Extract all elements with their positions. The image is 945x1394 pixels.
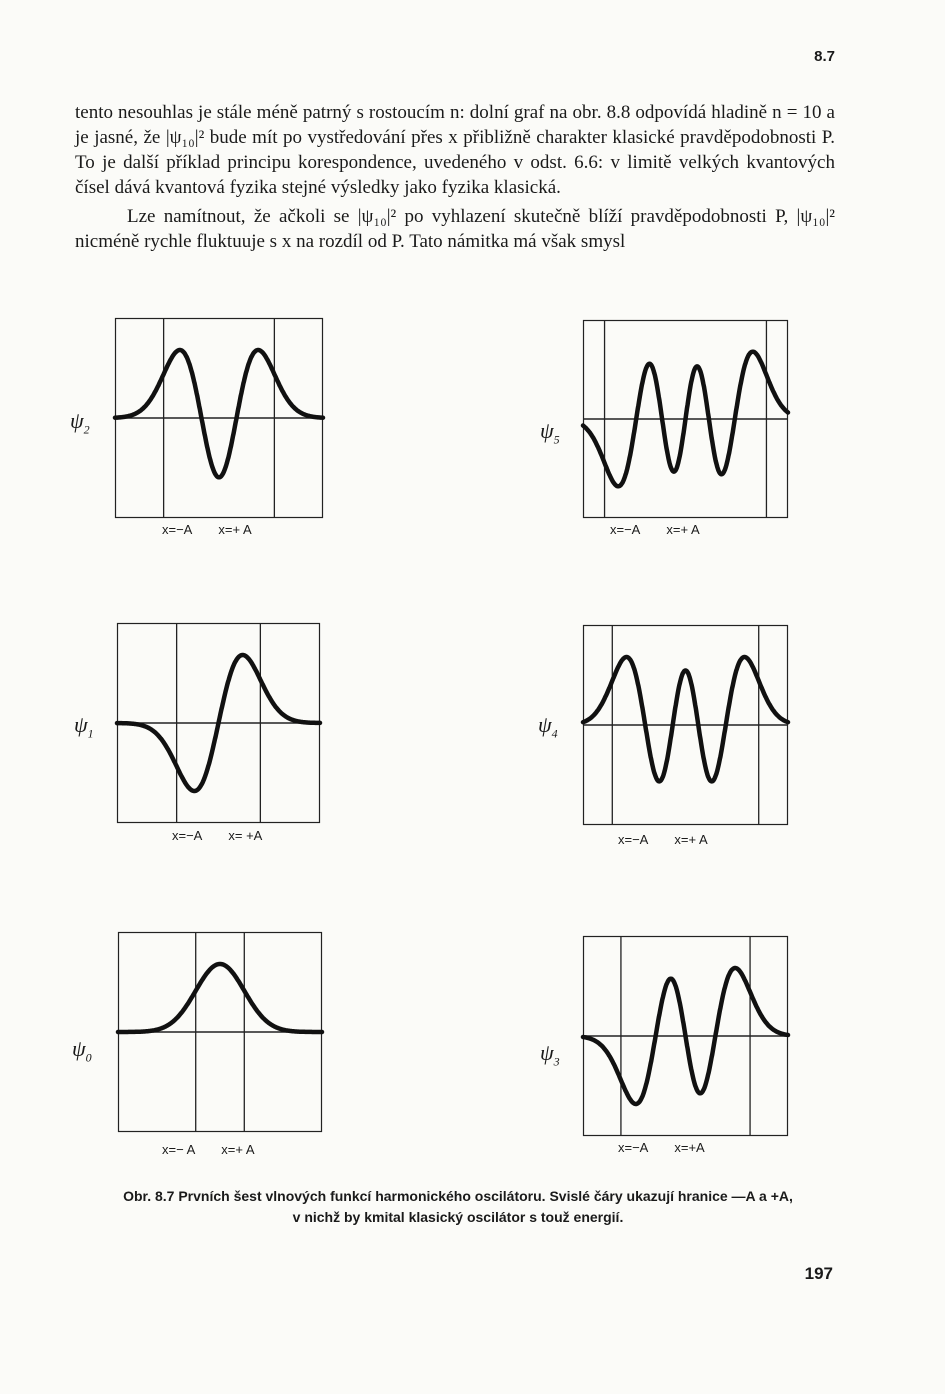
left-bound-label: x=−A xyxy=(618,1140,649,1155)
caption-line-2: v nichž by kmital klasický oscilátor s touž energií. xyxy=(292,1209,624,1225)
wavefunction-plot-psi2 xyxy=(115,318,323,518)
wavefunction-curve xyxy=(583,657,788,781)
psi-label-4: $\psi_4$ xyxy=(538,712,558,741)
wavefunction-plot-psi1 xyxy=(117,623,320,823)
figure-caption xyxy=(72,1186,844,1228)
right-bound-label: x=+A xyxy=(674,1140,705,1155)
right-bound-label: x=+ A xyxy=(666,522,700,537)
axis-labels-3 xyxy=(618,1140,705,1155)
caption-line-1: Obr. 8.7 Prvních šest vlnových funkcí harmonického oscilátoru. Svislé čáry ukazují hranice —A a +A, xyxy=(123,1188,793,1204)
wavefunction-plot-psi4 xyxy=(583,625,788,825)
axis-labels-5 xyxy=(610,522,700,537)
right-bound-label: x=+ A xyxy=(221,1142,255,1157)
page-number: 197 xyxy=(804,1264,833,1283)
paragraph-1: tento nesouhlas je stále méně patrný s rostoucím n: dolní graf na obr. 8.8 odpovídá hladině n = 10 a je jasné, že |ψ₁₀|² bude mít po vystředování přes x přibližně charakter klasické pravděpodobnosti P. To je další příklad principu korespondence, uvedeného v odst. 6.6: v limitě velkých kvantových čísel dává kvantová fyzika stejné výsledky jako fyzika klasická. xyxy=(75,102,835,198)
plot-canvas xyxy=(583,625,788,825)
wavefunction-plot-psi0 xyxy=(118,932,322,1132)
axis-labels-2 xyxy=(162,522,252,537)
axis-labels-0 xyxy=(162,1142,255,1157)
wavefunction-plot-psi3 xyxy=(583,936,788,1136)
axis-labels-4 xyxy=(618,832,708,847)
wavefunction-curve xyxy=(118,964,322,1032)
section-number: 8.7 xyxy=(814,48,835,65)
wavefunction-plot-psi5 xyxy=(583,320,788,518)
plot-canvas xyxy=(118,932,322,1132)
plot-canvas xyxy=(115,318,323,518)
left-bound-label: x=−A xyxy=(172,828,203,843)
psi-label-3: $\psi_3$ xyxy=(540,1040,560,1069)
body-text xyxy=(75,100,835,254)
right-bound-label: x=+ A xyxy=(674,832,708,847)
plot-canvas xyxy=(583,936,788,1136)
left-bound-label: x=−A xyxy=(162,522,193,537)
plot-canvas xyxy=(117,623,320,823)
psi-label-0: $\psi_0$ xyxy=(72,1036,92,1065)
left-bound-label: x=−A xyxy=(618,832,649,847)
plot-canvas xyxy=(583,320,788,518)
left-bound-label: x=− A xyxy=(162,1142,196,1157)
wavefunction-curve xyxy=(115,350,323,477)
axis-labels-1 xyxy=(172,828,262,843)
psi-label-2: $\psi_2$ xyxy=(70,408,90,437)
paragraph-2: Lze namítnout, že ačkoli se |ψ₁₀|² po vyhlazení skutečně blíží pravděpodobnosti P, |ψ₁₀|² nicméně rychle fluktuuje s x na rozdíl od P. Tato námitka má však smysl xyxy=(75,206,835,252)
right-bound-label: x=+ A xyxy=(218,522,252,537)
left-bound-label: x=−A xyxy=(610,522,641,537)
psi-label-1: $\psi_1$ xyxy=(74,712,94,741)
psi-label-5: $\psi_5$ xyxy=(540,418,560,447)
right-bound-label: x= +A xyxy=(228,828,263,843)
